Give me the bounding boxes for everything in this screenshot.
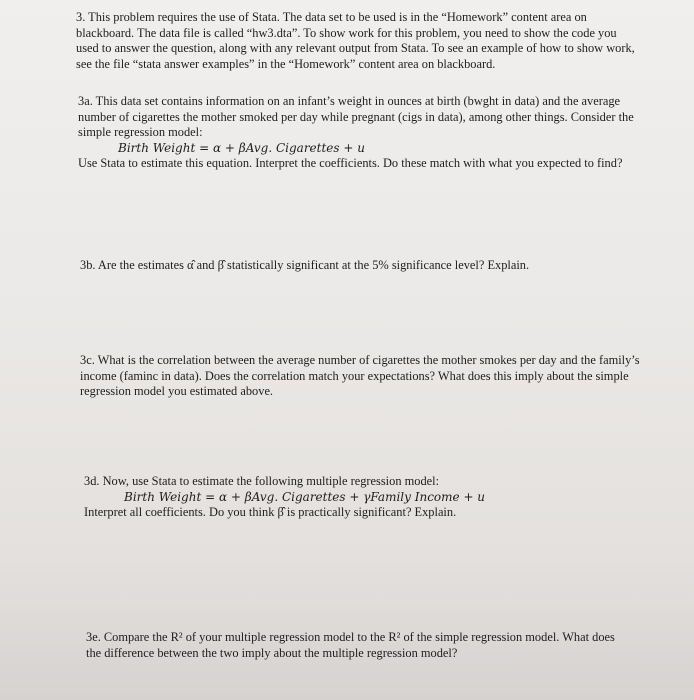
question-3b-text: 3b. Are the estimates α̂ and β̂ statistically significant at the 5% significance level? Explain. xyxy=(80,258,530,272)
question-3a-followup: Use Stata to estimate this equation. Interpret the coefficients. Do these match with what you expected to find? xyxy=(78,156,623,171)
question-3a-equation: Birth Weight = α + βAvg. Cigarettes + u xyxy=(118,140,365,155)
question-3d xyxy=(84,474,640,521)
question-3d-text: 3d. Now, use Stata to estimate the following multiple regression model: xyxy=(84,474,440,488)
question-3-intro xyxy=(76,10,638,72)
question-3e xyxy=(86,630,626,661)
question-3a-text: 3a. This data set contains information on an infant’s weight in ounces at birth (bwght in data) and the average number of cigarettes the mother smoked per day while pregnant (cigs in data), among other things. Consider the simple regression model: xyxy=(78,94,634,140)
question-3-intro-text: 3. This problem requires the use of Stata. The data set to be used is in the “Homework” content area on blackboard. The data file is called “hw3.dta”. To show work for this problem, you need to show the code you used to answer the question, along with any relevant output from Stata. To see an example of how to show work, see the file “stata answer examples” in the “Homework” content area on blackboard. xyxy=(76,10,635,71)
question-3c xyxy=(80,353,640,400)
question-3c-text: 3c. What is the correlation between the average number of cigarettes the mother smokes per day and the family’s income (faminc in data). Does the correlation match your expectations? What does this imply about the simple regression model you estimated above. xyxy=(80,353,640,399)
question-3a xyxy=(78,94,638,172)
question-3e-text: 3e. Compare the R² of your multiple regression model to the R² of the simple regression model. What does the difference between the two imply about the multiple regression model? xyxy=(86,630,615,660)
question-3d-followup: Interpret all coefficients. Do you think β̂ is practically significant? Explain. xyxy=(84,505,457,520)
question-3b xyxy=(80,258,640,274)
question-3d-equation: Birth Weight = α + βAvg. Cigarettes + γFamily Income + u xyxy=(124,489,486,504)
